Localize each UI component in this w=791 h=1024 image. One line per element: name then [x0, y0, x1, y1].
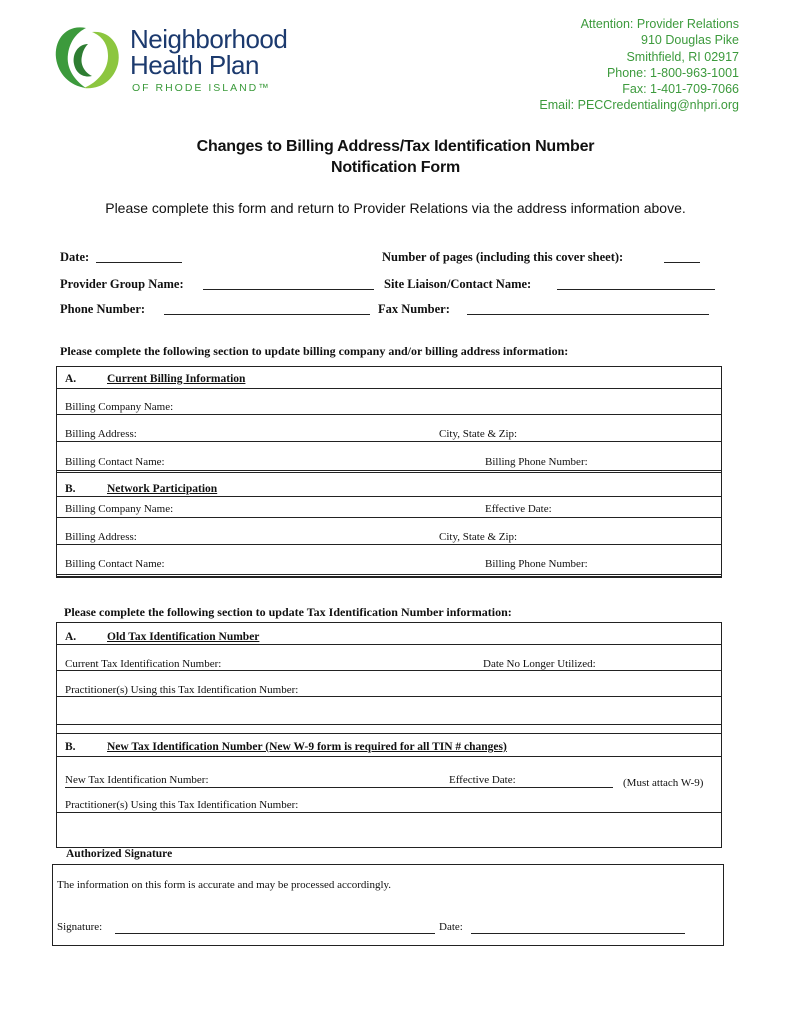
tin-a-letter: A. [65, 631, 77, 643]
tin-b-header-row [57, 733, 721, 757]
signature-date-label: Date: [439, 921, 463, 933]
date-field[interactable] [96, 262, 182, 263]
tin-a-header-row [57, 623, 721, 645]
signature-statement: The information on this form is accurate and may be processed accordingly. [57, 879, 392, 891]
form-subtitle: Please complete this form and return to Provider Relations via the address information above. [105, 200, 686, 216]
contact-phone: Phone: 1-800-963-1001 [606, 65, 739, 80]
tin-a-title: Old Tax Identification Number [107, 631, 260, 643]
tin-b-new-underline [65, 787, 613, 788]
tin-instructions: Please complete the following section to update Tax Identification Number information: [64, 605, 512, 619]
site-liaison-label: Site Liaison/Contact Name: [384, 277, 532, 291]
contact-attention: Attention: Provider Relations [580, 17, 739, 31]
pages-label: Number of pages (including this cover sheet): [382, 250, 624, 264]
billing-a-company-row[interactable] [57, 389, 721, 415]
logo-name-line1: Neighborhood [130, 24, 288, 54]
billing-a-address-row[interactable] [57, 415, 721, 442]
signature-date-field[interactable] [471, 933, 685, 934]
contact-block [539, 16, 739, 114]
billing-a-company-label: Billing Company Name: [65, 401, 174, 413]
tin-b-must-attach: (Must attach W-9) [623, 777, 704, 789]
signature-title: Authorized Signature [66, 848, 173, 860]
logo-subtitle: OF RHODE ISLAND™ [132, 82, 271, 94]
billing-b-address-label: Billing Address: [65, 531, 137, 543]
tin-a-current-label: Current Tax Identification Number: [65, 658, 222, 670]
billing-b-effective-label: Effective Date: [485, 503, 552, 515]
tin-box [56, 622, 722, 848]
contact-city: Smithfield, RI 02917 [626, 49, 739, 64]
pages-field[interactable] [664, 262, 700, 263]
billing-a-title: Current Billing Information [107, 373, 246, 385]
fax-label: Fax Number: [378, 302, 450, 316]
billing-box [56, 366, 722, 578]
billing-a-letter: A. [65, 373, 77, 385]
tin-b-letter: B. [65, 741, 76, 753]
tin-a-practitioners-label: Practitioner(s) Using this Tax Identification Number: [65, 684, 299, 696]
tin-a-date-no-longer-label: Date No Longer Utilized: [483, 658, 596, 670]
billing-a-phone-label: Billing Phone Number: [485, 456, 588, 468]
billing-a-header [65, 373, 245, 385]
billing-b-contact-row[interactable] [57, 545, 721, 577]
tin-b-header [65, 741, 507, 753]
billing-b-address-row[interactable] [57, 518, 721, 545]
phone-field[interactable] [164, 314, 370, 315]
provider-group-label: Provider Group Name: [60, 277, 184, 291]
signature-field[interactable] [115, 933, 435, 934]
billing-b-city-label: City, State & Zip: [439, 531, 518, 543]
billing-b-company-label: Billing Company Name: [65, 503, 174, 515]
tin-a-current-row[interactable] [57, 645, 721, 671]
billing-a-city-label: City, State & Zip: [439, 428, 518, 440]
contact-fax: Fax: 1-401-709-7066 [622, 82, 739, 97]
form-title-line1: Changes to Billing Address/Tax Identification Number [196, 138, 595, 155]
tin-b-practitioners-label: Practitioner(s) Using this Tax Identification Number: [65, 799, 299, 811]
tin-a-practitioners-row[interactable] [57, 671, 721, 697]
tin-b-new-label: New Tax Identification Number: [65, 774, 209, 786]
tin-a-header [65, 631, 259, 643]
billing-b-contact-label: Billing Contact Name: [65, 558, 165, 570]
billing-a-contact-label: Billing Contact Name: [65, 456, 165, 468]
tin-a-blank-row[interactable] [57, 697, 721, 725]
nhp-logo [52, 22, 312, 94]
tin-b-practitioners-row[interactable] [57, 789, 721, 813]
site-liaison-field[interactable] [557, 289, 715, 290]
billing-instructions: Please complete the following section to update billing company and/or billing address information: [60, 344, 569, 358]
nhp-swirl-logo-icon [52, 22, 124, 92]
tin-b-new-row[interactable] [57, 757, 721, 789]
billing-b-title: Network Participation [107, 483, 218, 495]
billing-b-letter: B. [65, 483, 76, 495]
phone-label: Phone Number: [60, 302, 146, 316]
billing-b-phone-label: Billing Phone Number: [485, 558, 588, 570]
contact-email: Email: PECCredentialing@nhpri.org [539, 98, 739, 113]
date-label: Date: [60, 250, 90, 264]
billing-a-header-row [57, 367, 721, 389]
billing-a-address-label: Billing Address: [65, 428, 137, 440]
fax-field[interactable] [467, 314, 709, 315]
contact-street: 910 Douglas Pike [641, 33, 739, 48]
billing-b-header [65, 483, 217, 495]
tin-b-blank-row[interactable] [57, 813, 721, 843]
signature-label: Signature: [57, 921, 103, 933]
logo-name-line2: Health Plan [130, 50, 259, 80]
billing-b-company-row[interactable] [57, 497, 721, 518]
provider-group-field[interactable] [203, 289, 374, 290]
billing-b-header-row [57, 473, 721, 497]
tin-b-title: New Tax Identification Number (New W-9 form is required for all TIN # changes) [107, 741, 507, 753]
tin-b-effective-label: Effective Date: [449, 774, 516, 786]
signature-box [52, 864, 724, 946]
logo-name [130, 26, 287, 78]
form-title-line2: Notification Form [330, 159, 461, 176]
billing-a-contact-row[interactable] [57, 442, 721, 473]
